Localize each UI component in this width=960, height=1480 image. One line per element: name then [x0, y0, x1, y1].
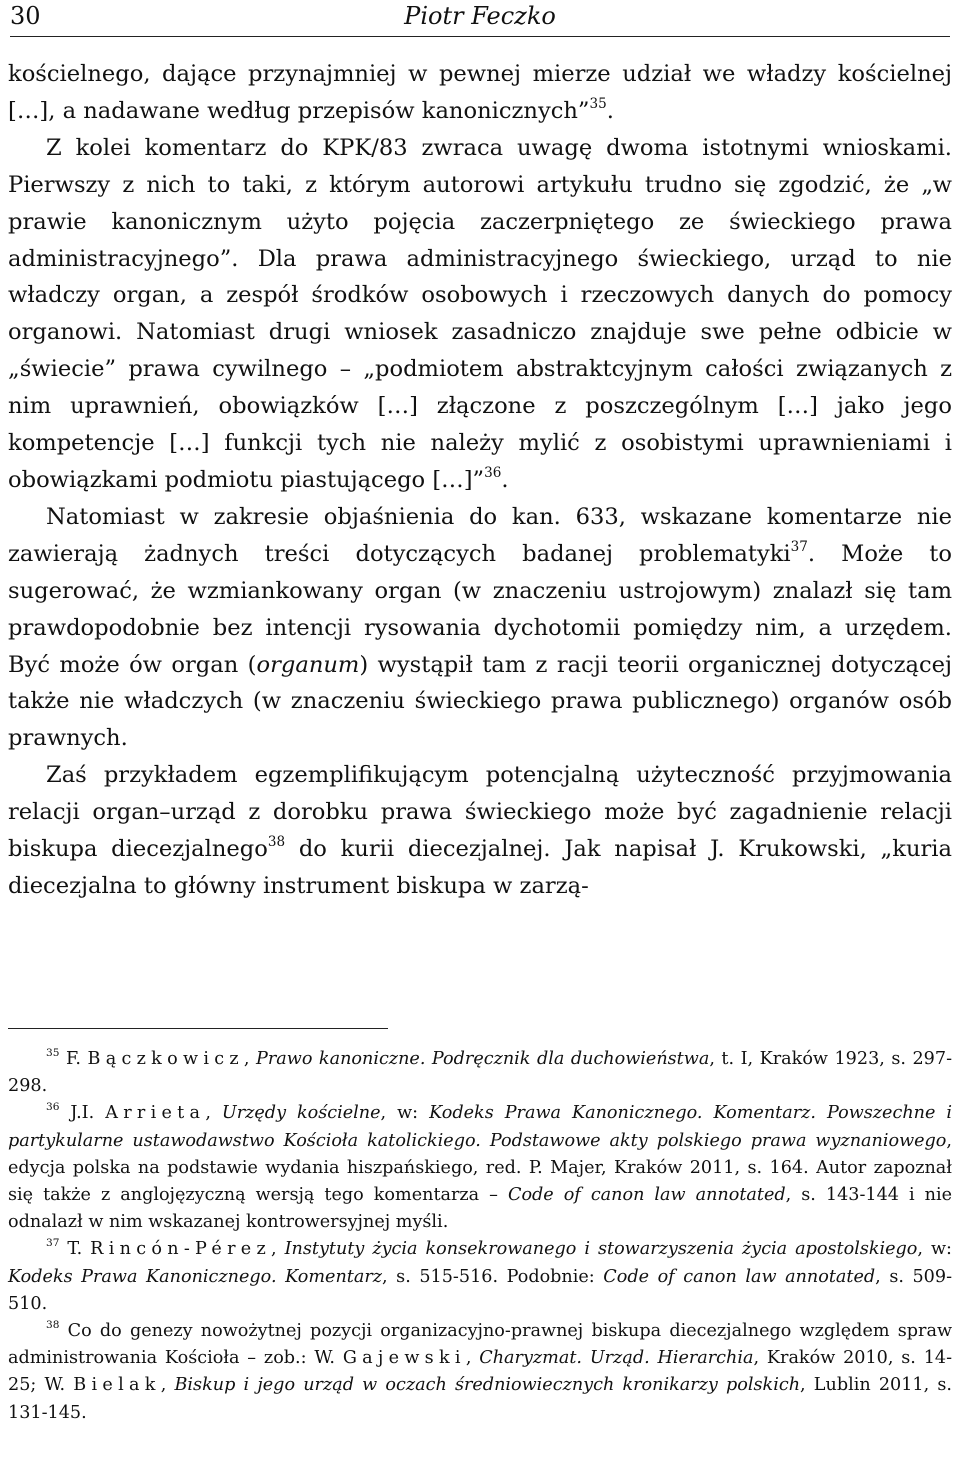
footnotes	[8, 1046, 952, 1427]
paragraph	[8, 130, 952, 499]
work-title: Charyzmat. Urząd. Hierarchia	[479, 1348, 754, 1369]
text-span: Natomiast w zakresie objaśnienia do kan. 633, wskazane komentarze nie zawierają żadnych treści dotyczących badanej problematyki	[8, 503, 952, 567]
text-span: ) wystąpił tam z racji teorii organicznej dotyczącej także nie władczych (w znaczeniu świeckiego prawa publicznego) organów osób prawnych.	[8, 651, 952, 752]
work-title: Code of canon law annotated	[603, 1266, 876, 1287]
footnote-number: 35	[46, 1047, 60, 1060]
author-name: Bączkowicz	[87, 1049, 244, 1069]
text-span: , w:	[380, 1103, 430, 1124]
text-span: Zaś przykładem egzemplifikującym potencjalną użyteczność przyjmowania relacji organ–urząd z dorobku prawa świeckiego może być zagadnienie relacji biskupa diecezjalnego	[8, 762, 952, 863]
text-span: ,	[465, 1348, 480, 1369]
header-rule	[10, 36, 950, 37]
text-span: F.	[65, 1049, 81, 1069]
footnote-38	[8, 1318, 952, 1427]
work-title: Kodeks Prawa Kanonicznego. Komentarz. Powszechne i partykularne ustawodawstwo Kościoła katolickiego. Podstawowe akty polskiego prawa wyznaniowego	[8, 1103, 952, 1151]
text-span: do kurii diecezjalnej. Jak napisał J. Krukowski, „kuria diecezjalna to główny instrument biskupa w zarzą-	[8, 836, 952, 899]
author-name: Rincón-Pérez	[90, 1239, 272, 1260]
text-span: , Lublin 2011, s. 131-145.	[8, 1375, 953, 1423]
text-span: Z kolei komentarz do KPK/83 zwraca uwagę dwoma istotnymi wnioskami. Pierwszy z nich to taki, z którym autorowi artykułu trudno się zgodzić, że „w prawie kanonicznym użyto pojęcia zaczerpniętego ze świeckiego prawa administracyjnego”. Dla prawa administracyjnego świeckiego, urząd to nie władczy organ, a zespół środków osobowych i rzeczowych danych do pomocy organowi. Natomiast drugi wniosek zasadniczo znajduje swe pełne odbicie w „świecie” prawa cywilnego – „podmiotem abstraktcyjnym całości związanych z nim uprawnień, obowiązków […] złączone z poszczególnym […] jako jego kompetencje […] funkcji tych nie należy mylić z osobistymi uprawnieniami i obowiązkami podmiotu piastującego […]”	[8, 134, 952, 493]
text-span: .	[501, 466, 509, 493]
footnote-separator	[8, 1028, 388, 1029]
main-text	[8, 56, 952, 905]
footnote-number: 36	[46, 1101, 60, 1114]
text-span: ,	[160, 1375, 175, 1396]
footnote-37: $^{37}$ T. Rincón-Pérez, Instytuty życia konsekrowanego i stowarzyszenia życia apostolskiego, w: Kodeks Prawa Kanonicznego. Komentarz, s. 515-516. Podobnie: Code of canon law annotated, s. 509-510.	[8, 1237, 953, 1314]
text-span: , s. 509-510.	[8, 1266, 953, 1314]
footnote-35: $^{35}$ F. Bączkowicz, Prawo kanoniczne. Podręcznik dla duchowieństwa, t. I, Kraków 1923, s. 297-298.	[8, 1047, 953, 1097]
work-title: Code of canon law annotated	[507, 1185, 786, 1206]
footnote-ref: 35	[589, 95, 607, 112]
page-number: 30	[10, 2, 41, 30]
paragraph	[8, 56, 952, 130]
footnote-ref: 36	[484, 464, 502, 481]
text-span: T.	[67, 1239, 83, 1260]
author-name: Bielak	[73, 1375, 161, 1396]
text-span: J.I.	[70, 1103, 95, 1124]
paragraph	[8, 499, 952, 757]
text-span: , t. I, Kraków 1923, s. 297-298.	[8, 1049, 953, 1097]
work-title: Instytuty życia konsekrowanego i stowarzyszenia życia apostolskiego	[284, 1239, 918, 1260]
footnote-ref: 38	[267, 833, 286, 850]
paragraph	[8, 757, 952, 905]
text-span: , s. 515-516. Podobnie:	[382, 1266, 604, 1287]
page-header	[10, 0, 950, 38]
footnote-number: 37	[46, 1237, 60, 1250]
work-title: Urzędy kościelne	[221, 1103, 381, 1124]
author-name: Gajewski	[342, 1348, 466, 1369]
text-span: , Kraków 2010, s. 14-25; W.	[8, 1348, 953, 1396]
text-span: , s. 143-144 i nie odnalazł w nim wskazanej kontrowersyjnej myśli.	[8, 1185, 952, 1233]
work-title: Biskup i jego urząd w oczach średniowiecznych kronikarzy polskich	[174, 1375, 801, 1396]
work-title: Kodeks Prawa Kanonicznego. Komentarz	[8, 1266, 383, 1287]
text-span: , edycja polska na podstawie wydania hiszpańskiego, red. P. Majer, Kraków 2011, s. 164. Autor zapoznał się także z anglojęzyczną wersją tego komentarza –	[8, 1130, 952, 1206]
text-span: . Może to sugerować, że wzmiankowany organ (w znaczeniu ustrojowym) znalazł się tam prawdopodobnie bez intencji rysowania dychotomii pomiędzy nim, a urzędem. Być może ów organ (	[8, 540, 952, 678]
footnote-number: 38	[46, 1319, 60, 1332]
work-title: Prawo kanoniczne. Podręcznik dla duchowieństwa	[256, 1049, 710, 1069]
text-span: kościelnego, dające przynajmniej w pewnej mierze udział we władzy kościelnej […], a nadawane według przepisów kanonicznych”	[8, 61, 952, 124]
text-span: , w:	[917, 1239, 952, 1260]
footnote-ref: 37	[790, 538, 808, 555]
text-span: .	[606, 97, 614, 124]
running-head-author: Piotr Feczko	[404, 2, 556, 30]
text-span: Co do genezy nowożytnej pozycji organizacyjno-prawnej biskupa diecezjalnego względem spraw administrowania Kościoła – zob.: W.	[8, 1321, 952, 1369]
italic-term: organum	[256, 651, 360, 678]
footnote-36: $^{36}$ J.I. Arrieta, Urzędy kościelne, w: Kodeks Prawa Kanonicznego. Komentarz. Powszechne i partykularne ustawodawstwo Kościoła katolickiego. Podstawowe akty polskiego prawa wyznaniowego, edycja polska na podstawie wydania hiszpańskiego, red. P. Majer, Kraków 2011, s. 164. Autor zapoznał się także z anglojęzyczną wersją tego komentarza – Code of canon law annotated, s. 143-144 i nie odnalazł w nim wskazanej kontrowersyjnej myśli.	[8, 1101, 952, 1233]
author-name: Arrieta	[105, 1103, 206, 1124]
